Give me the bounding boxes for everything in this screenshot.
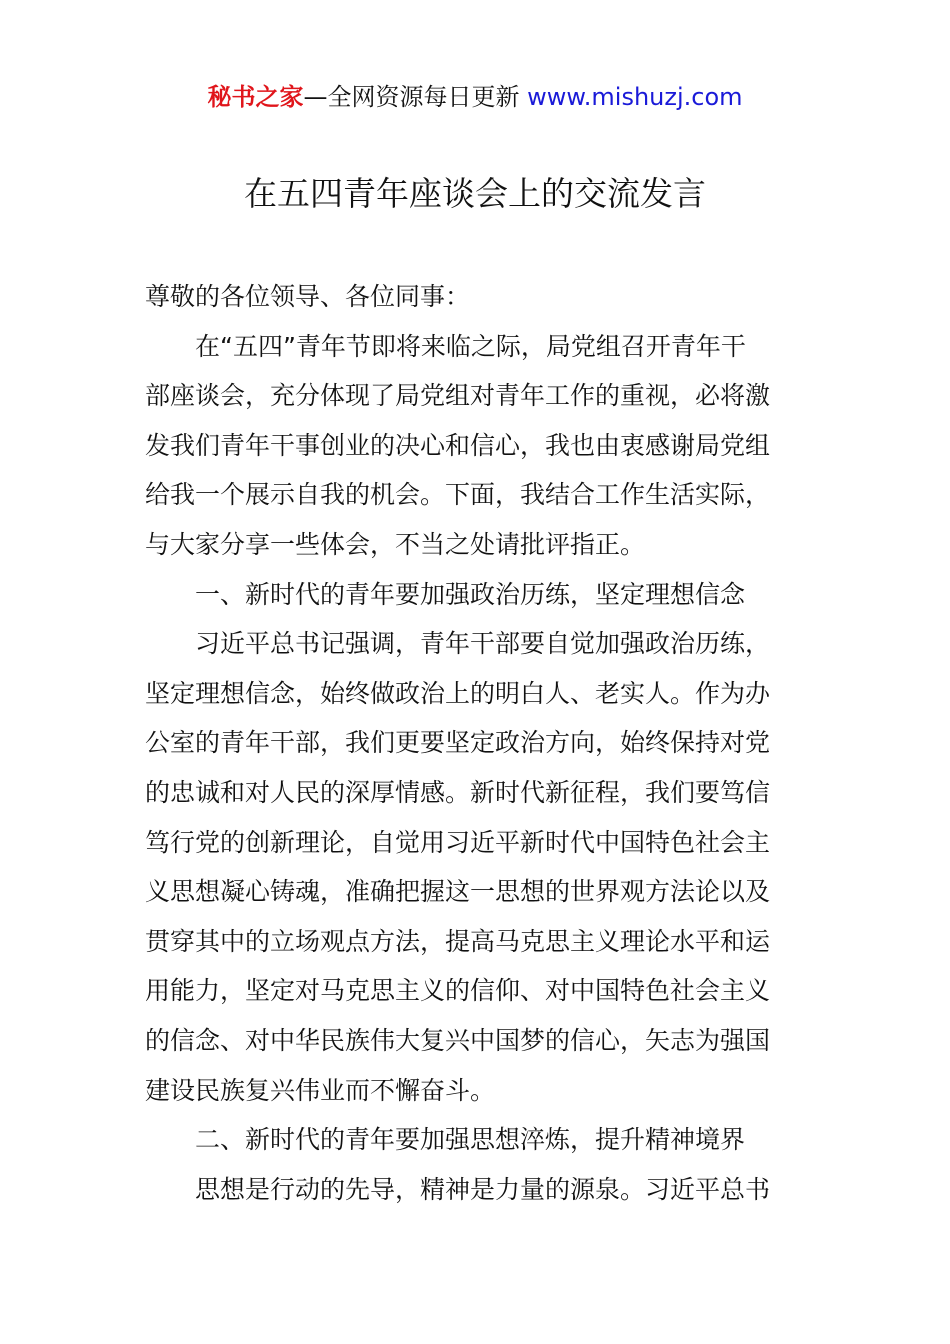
site-tagline: —全网资源每日更新 — [303, 83, 520, 111]
paragraph-line: 建设民族复兴伟业而不懈奋斗。 — [145, 1075, 496, 1105]
section-heading-2: 二、新时代的青年要加强思想淬炼，提升精神境界 — [195, 1125, 746, 1155]
paragraph-line: 部座谈会，充分体现了局党组对青年工作的重视，必将激 — [145, 381, 771, 411]
paragraph-line: 习近平总书记强调，青年干部要自觉加强政治历练， — [195, 629, 771, 659]
paragraph-line: 笃行党的创新理论，自觉用习近平新时代中国特色社会主 — [145, 827, 771, 857]
paragraph-line: 公室的青年干部，我们更要坚定政治方向，始终保持对党 — [145, 728, 771, 758]
document-title: 在五四青年座谈会上的交流发言 — [244, 174, 706, 213]
paragraph-line: 的信念、对中华民族伟大复兴中国梦的信心，矢志为强国 — [145, 1025, 771, 1055]
paragraph-line: 坚定理想信念，始终做政治上的明白人、老实人。作为办 — [145, 678, 771, 708]
paragraph-line: 用能力，坚定对马克思主义的信仰、对中国特色社会主义 — [145, 976, 771, 1006]
salutation-line: 尊敬的各位领导、各位同事： — [145, 282, 471, 311]
document-body — [145, 272, 825, 1214]
site-url-link[interactable]: www.mishuzj.com — [527, 83, 743, 111]
paragraph-line: 给我一个展示自我的机会。下面，我结合工作生活实际， — [145, 480, 771, 510]
paragraph-line: 的忠诚和对人民的深厚情感。新时代新征程，我们要笃信 — [145, 777, 771, 807]
paragraph-line: 思想是行动的先导，精神是力量的源泉。习近平总书 — [195, 1174, 771, 1204]
site-brand: 秘书之家 — [207, 83, 304, 111]
paragraph-line: 贯穿其中的立场观点方法，提高马克思主义理论水平和运 — [145, 926, 771, 956]
paragraph-line: 发我们青年干事创业的决心和信心，我也由衷感谢局党组 — [145, 430, 771, 460]
site-header — [0, 80, 950, 114]
section-heading-1: 一、新时代的青年要加强政治历练，坚定理想信念 — [195, 579, 746, 609]
paragraph-line: 义思想凝心铸魂，准确把握这一思想的世界观方法论以及 — [145, 877, 771, 907]
paragraph-line: 与大家分享一些体会，不当之处请批评指正。 — [145, 529, 646, 559]
paragraph-line: 在“五四”青年节即将来临之际，局党组召开青年干 — [195, 331, 746, 361]
